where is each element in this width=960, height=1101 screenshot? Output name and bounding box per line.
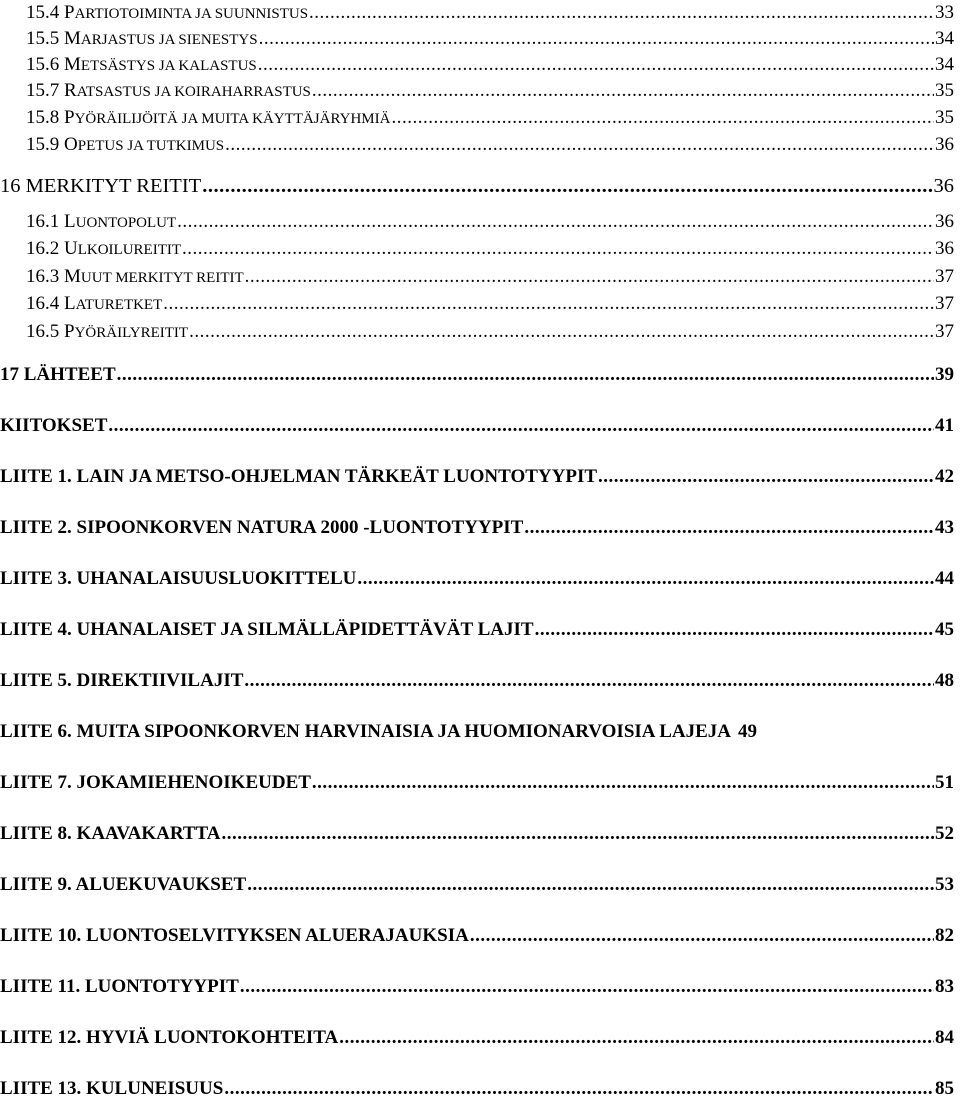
dot-leader (240, 977, 934, 996)
toc-page-number: 45 (935, 619, 954, 640)
toc-page-number: 33 (935, 2, 954, 23)
toc-page-number: 85 (935, 1078, 954, 1099)
dot-leader (117, 365, 934, 384)
toc-entry-16-5[interactable] (26, 322, 954, 341)
toc-entry-lahteet[interactable] (0, 365, 954, 384)
toc-entry-label: 16.4 LATURETKET (26, 293, 163, 314)
toc-page-number: 39 (935, 364, 954, 385)
toc-page-number: 49 (738, 721, 757, 742)
dot-leader (258, 55, 934, 74)
toc-entry-label: LIITE 2. SIPOONKORVEN NATURA 2000 -LUONTOTYYPIT (0, 517, 524, 538)
dot-leader (259, 29, 934, 48)
toc-entry-15-8[interactable] (26, 108, 954, 127)
toc-entry-label: LIITE 6. MUITA SIPOONKORVEN HARVINAISIA JA HUOMIONARVOISIA LAJEJA (0, 721, 731, 742)
toc-entry-label: 16.1 LUONTOPOLUT (26, 211, 177, 232)
toc-page-number: 34 (935, 28, 954, 49)
toc-page-number: 36 (935, 134, 954, 155)
toc-page-number: 36 (935, 238, 954, 259)
dot-leader (245, 267, 934, 286)
toc-entry-label: LIITE 10. LUONTOSELVITYKSEN ALUERAJAUKSIA (0, 925, 469, 946)
toc-entry-liite-8[interactable] (0, 824, 954, 843)
toc-page-number: 36 (933, 175, 954, 197)
toc-entry-label: KIITOKSET (0, 415, 108, 436)
toc-entry-label: LIITE 1. LAIN JA METSO-OHJELMAN TÄRKEÄT LUONTOTYYPIT (0, 466, 598, 487)
toc-entry-label: 16.2 ULKOILUREITIT (26, 238, 182, 259)
toc-entry-label: LIITE 3. UHANALAISUUSLUOKITTELU (0, 568, 357, 589)
toc-entry-15-7[interactable] (26, 81, 954, 100)
dot-leader (598, 467, 934, 486)
toc-entry-15-9[interactable] (26, 135, 954, 154)
dot-leader (189, 322, 934, 341)
toc-entry-15-6[interactable] (26, 55, 954, 74)
dot-leader (535, 620, 934, 639)
toc-entry-label: LIITE 13. KULUNEISUUS (0, 1078, 224, 1099)
toc-page-number: 52 (935, 823, 954, 844)
dot-leader (163, 294, 934, 313)
toc-entry-liite-5[interactable] (0, 671, 954, 690)
toc-entry-liite-13[interactable] (0, 1079, 954, 1098)
toc-page-number: 36 (935, 211, 954, 232)
dot-leader (202, 176, 932, 197)
dot-leader (524, 518, 934, 537)
toc-page-number: 48 (935, 670, 954, 691)
toc-page-number: 44 (935, 568, 954, 589)
toc-entry-label: LIITE 8. KAAVAKARTTA (0, 823, 221, 844)
toc-page-number: 53 (935, 874, 954, 895)
toc-entry-16-4[interactable] (26, 294, 954, 313)
dot-leader (244, 671, 934, 690)
toc-entry-label: LIITE 11. LUONTOTYYPIT (0, 976, 239, 997)
dot-leader (339, 1028, 934, 1047)
dot-leader (182, 239, 934, 258)
toc-page-number: 41 (935, 415, 954, 436)
toc-page-number: 83 (935, 976, 954, 997)
dot-leader (357, 569, 934, 588)
dot-leader (312, 81, 934, 100)
dot-leader (177, 212, 934, 231)
toc-entry-label: 16.3 MUUT MERKITYT REITIT (26, 266, 244, 287)
toc-entry-16-1[interactable] (26, 212, 954, 231)
dot-leader (247, 875, 934, 894)
toc-entry-label: 15.7 RATSASTUS JA KOIRAHARRASTUS (26, 80, 311, 101)
toc-entry-liite-4[interactable] (0, 620, 954, 639)
toc-entry-15-4[interactable] (26, 3, 954, 22)
toc-entry-kiitokset[interactable] (0, 416, 954, 435)
toc-entry-label: 16.5 PYÖRÄILYREITIT (26, 321, 189, 342)
toc-page-number: 42 (935, 466, 954, 487)
toc-entry-liite-9[interactable] (0, 875, 954, 894)
dot-leader (222, 824, 934, 843)
toc-entry-liite-12[interactable] (0, 1028, 954, 1047)
toc-entry-label: 15.8 PYÖRÄILIJÖITÄ JA MUITA KÄYTTÄJÄRYHMIÄ (26, 107, 391, 128)
toc-entry-label: 16 MERKITYT REITIT (0, 175, 202, 197)
dot-leader (309, 3, 934, 22)
toc-entry-label: LIITE 12. HYVIÄ LUONTOKOHTEITA (0, 1027, 339, 1048)
toc-page-number: 35 (935, 107, 954, 128)
toc-entry-label: 17 LÄHTEET (0, 364, 116, 385)
toc-page-number: 37 (935, 266, 954, 287)
toc-entry-liite-7[interactable] (0, 773, 954, 792)
toc-entry-label: 15.5 MARJASTUS JA SIENESTYS (26, 28, 258, 49)
toc-entry-label: 15.6 METSÄSTYS JA KALASTUS (26, 54, 257, 75)
toc-entry-label: LIITE 9. ALUEKUVAUKSET (0, 874, 247, 895)
dot-leader (312, 773, 934, 792)
dot-leader (391, 108, 934, 127)
toc-entry-16-3[interactable] (26, 267, 954, 286)
toc-entry-label: 15.4 PARTIOTOIMINTA JA SUUNNISTUS (26, 2, 309, 23)
toc-entry-label: LIITE 4. UHANALAISET JA SILMÄLLÄPIDETTÄVÄT LAJIT (0, 619, 534, 640)
toc-entry-liite-1[interactable] (0, 467, 954, 486)
toc-page-number: 84 (935, 1027, 954, 1048)
toc-page-number: 37 (935, 321, 954, 342)
dot-leader (470, 926, 934, 945)
toc-page-number: 51 (935, 772, 954, 793)
dot-leader (108, 416, 934, 435)
toc-entry-16[interactable] (0, 176, 954, 197)
toc-entry-liite-3[interactable] (0, 569, 954, 588)
toc-entry-liite-11[interactable] (0, 977, 954, 996)
toc-page-number: 35 (935, 80, 954, 101)
toc-page-number: 37 (935, 293, 954, 314)
toc-entry-label: LIITE 5. DIREKTIIVILAJIT (0, 670, 244, 691)
toc-page-number: 34 (935, 54, 954, 75)
toc-entry-16-2[interactable] (26, 239, 954, 258)
toc-entry-15-5[interactable] (26, 29, 954, 48)
toc-entry-label: 15.9 OPETUS JA TUTKIMUS (26, 134, 225, 155)
dot-leader (225, 135, 934, 154)
toc-entry-liite-6[interactable] (0, 722, 954, 741)
dot-leader (224, 1079, 934, 1098)
toc-entry-label: LIITE 7. JOKAMIEHENOIKEUDET (0, 772, 311, 793)
toc-entry-liite-10[interactable] (0, 926, 954, 945)
toc-page-number: 82 (935, 925, 954, 946)
toc-page-number: 43 (935, 517, 954, 538)
toc-entry-liite-2[interactable] (0, 518, 954, 537)
